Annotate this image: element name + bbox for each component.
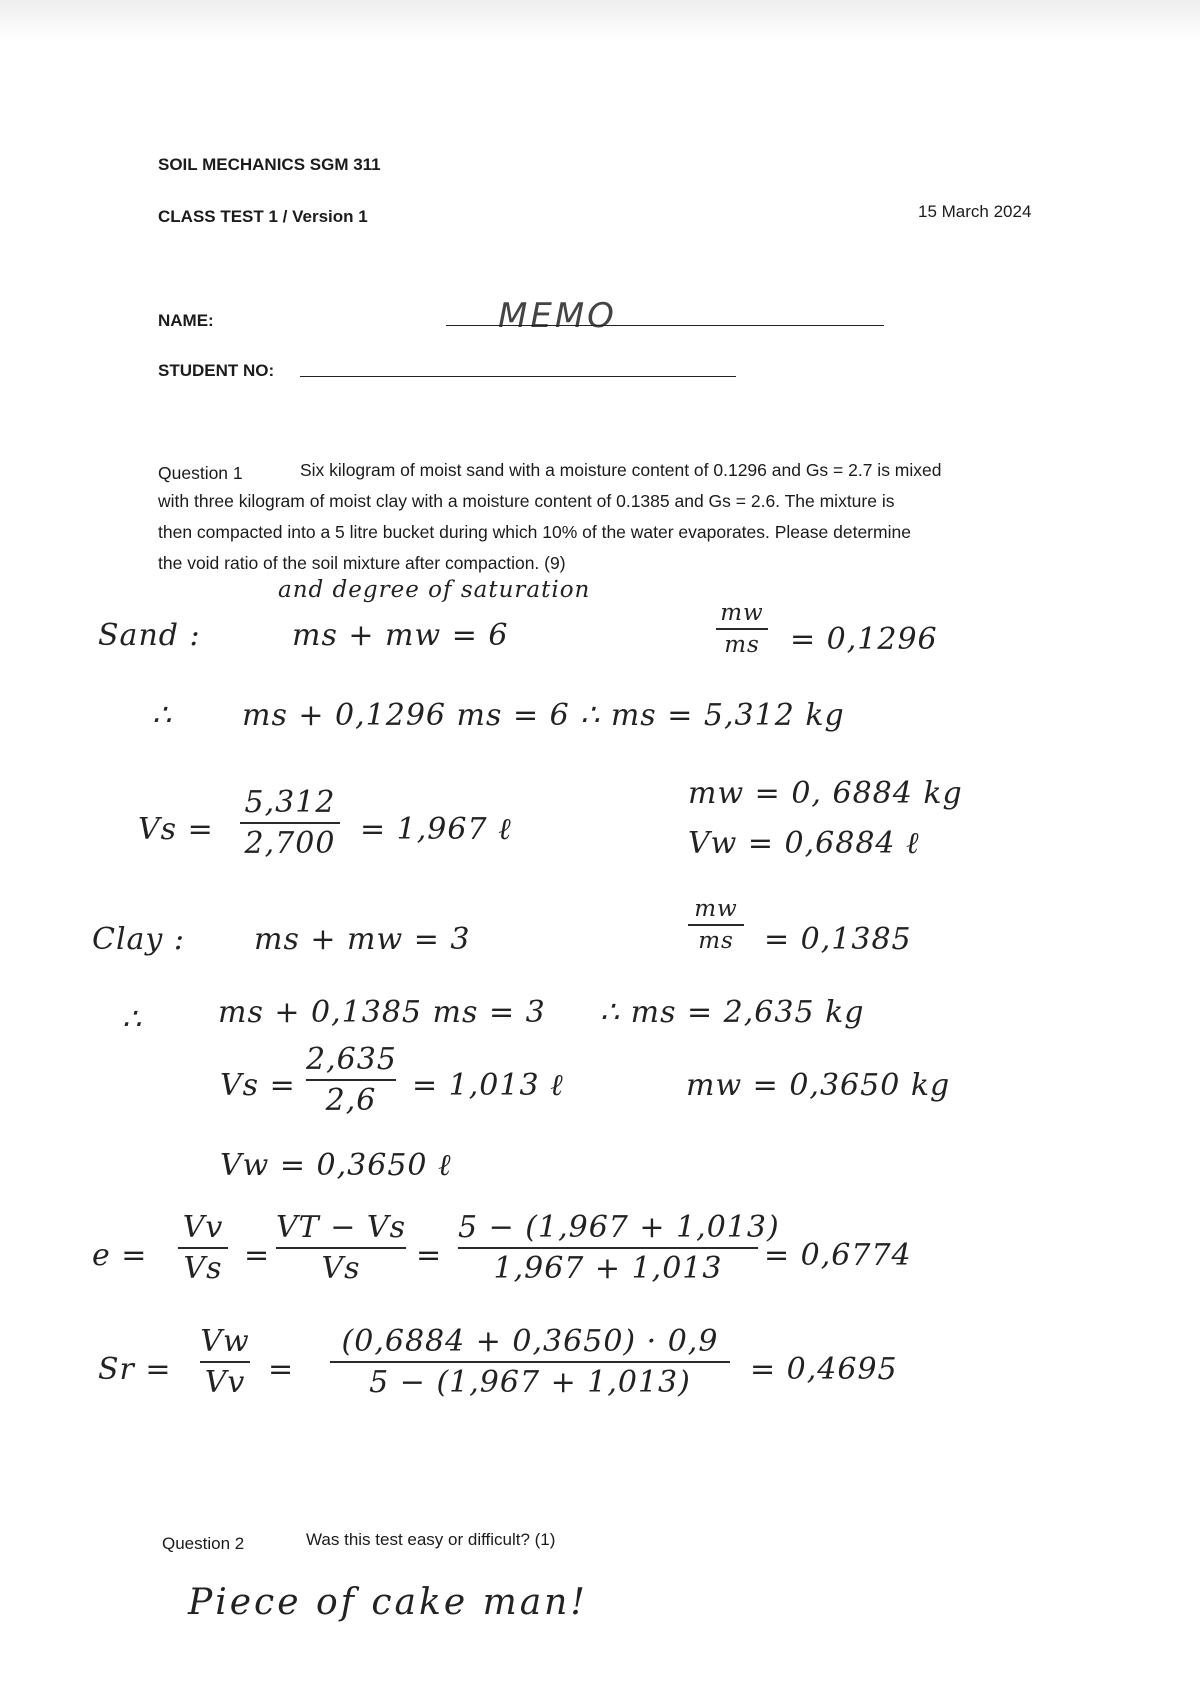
void-ratio-equals: = xyxy=(244,1238,271,1273)
void-ratio-fraction-2 xyxy=(276,1210,406,1286)
void-ratio-f3-denominator: 1,967 + 1,013 xyxy=(493,1251,723,1286)
clay-ratio-numerator: mw xyxy=(694,896,738,922)
therefore-symbol: ∴ xyxy=(152,698,173,733)
saturation-f2-denominator: 5 − (1,967 + 1,013) xyxy=(369,1365,691,1400)
saturation-f2-numerator: (0,6884 + 0,3650) · 0,9 xyxy=(341,1324,719,1359)
sand-vs-result: = 1,967 ℓ xyxy=(360,812,512,847)
clay-vs-fraction xyxy=(306,1042,396,1118)
fraction-bar xyxy=(458,1247,758,1249)
question2-text: Was this test easy or difficult? (1) xyxy=(306,1530,556,1549)
fraction-bar xyxy=(276,1247,406,1249)
fraction-bar xyxy=(200,1361,250,1363)
scan-shading xyxy=(0,0,1200,40)
clay-ratio-fraction xyxy=(688,896,744,954)
void-ratio-f1-numerator: Vv xyxy=(182,1210,224,1245)
test-date: 15 March 2024 xyxy=(918,202,1032,221)
fraction-bar xyxy=(330,1361,730,1363)
clay-ratio-denominator: ms xyxy=(698,928,734,954)
void-ratio-f3-numerator: 5 − (1,967 + 1,013) xyxy=(458,1210,780,1245)
sand-ratio-value: = 0,1296 xyxy=(790,622,938,657)
test-title: CLASS TEST 1 / Version 1 xyxy=(158,207,368,226)
clay-mw: mw = 0,3650 kg xyxy=(686,1068,951,1103)
void-ratio-fraction-1 xyxy=(178,1210,228,1286)
name-label: NAME: xyxy=(158,311,214,330)
clay-equation-1: ms + mw = 3 xyxy=(254,922,471,957)
sand-ratio-numerator: mw xyxy=(720,600,764,626)
sand-mw: mw = 0, 6884 kg xyxy=(688,776,963,811)
student-no-underline xyxy=(300,376,736,377)
question1-line: Six kilogram of moist sand with a moisture content of 0.1296 and Gs = 2.7 is mixed xyxy=(300,460,942,480)
saturation-result: = 0,4695 xyxy=(750,1352,898,1387)
question1-line: the void ratio of the soil mixture after compaction. (9) xyxy=(158,553,566,573)
fraction-bar xyxy=(716,628,768,630)
sand-vs-label: Vs = xyxy=(138,812,214,847)
sand-label: Sand : xyxy=(98,618,201,653)
void-ratio-f2-numerator: VT − Vs xyxy=(276,1210,406,1245)
question1-line: then compacted into a 5 litre bucket during which 10% of the water evaporates. Please determine xyxy=(158,522,911,542)
clay-equation-2b: ∴ ms = 2,635 kg xyxy=(600,995,865,1030)
saturation-fraction-2 xyxy=(330,1324,730,1400)
void-ratio-equals-2: = xyxy=(416,1238,443,1273)
course-title: SOIL MECHANICS SGM 311 xyxy=(158,155,381,174)
sand-vs-fraction xyxy=(240,785,340,861)
question2-answer: Piece of cake man! xyxy=(188,1582,588,1623)
clay-ratio-value: = 0,1385 xyxy=(764,922,912,957)
sand-ratio-denominator: ms xyxy=(724,632,760,658)
sand-equation-1: ms + mw = 6 xyxy=(292,618,509,653)
saturation-lhs: Sr = xyxy=(98,1352,172,1387)
clay-vs-denominator: 2,6 xyxy=(325,1083,377,1118)
student-no-label: STUDENT NO: xyxy=(158,361,275,380)
clay-equation-2: ms + 0,1385 ms = 3 xyxy=(218,995,546,1030)
clay-therefore-symbol: ∴ xyxy=(122,1002,143,1037)
saturation-equals: = xyxy=(268,1352,295,1387)
clay-vw: Vw = 0,3650 ℓ xyxy=(220,1148,452,1183)
void-ratio-lhs: e = xyxy=(92,1238,148,1273)
fraction-bar xyxy=(240,822,340,824)
sand-vw: Vw = 0,6884 ℓ xyxy=(688,826,920,861)
clay-vs-result: = 1,013 ℓ xyxy=(412,1068,564,1103)
fraction-bar xyxy=(688,924,744,926)
question1-label: Question 1 xyxy=(158,463,243,483)
saturation-f1-denominator: Vv xyxy=(204,1365,246,1400)
sand-vs-denominator: 2,700 xyxy=(244,826,336,861)
void-ratio-fraction-3 xyxy=(458,1210,780,1286)
fraction-bar xyxy=(178,1247,228,1249)
question1-text xyxy=(158,455,1058,579)
void-ratio-result: = 0,6774 xyxy=(764,1238,912,1273)
sand-vs-numerator: 5,312 xyxy=(244,785,336,820)
clay-label: Clay : xyxy=(92,922,186,957)
clay-vs-numerator: 2,635 xyxy=(306,1042,397,1077)
fraction-bar xyxy=(306,1079,396,1081)
void-ratio-f2-denominator: Vs xyxy=(321,1251,361,1286)
question2-label: Question 2 xyxy=(162,1534,245,1553)
sand-ratio-fraction xyxy=(716,600,768,658)
saturation-f1-numerator: Vw xyxy=(200,1324,250,1359)
name-underline xyxy=(446,325,884,326)
clay-vs-label: Vs = xyxy=(220,1068,296,1103)
name-value: MEMO xyxy=(498,296,617,336)
handwritten-addition: and degree of saturation xyxy=(278,577,591,603)
sand-equation-2: ms + 0,1296 ms = 6 ∴ ms = 5,312 kg xyxy=(242,698,845,733)
question1-line: with three kilogram of moist clay with a moisture content of 0.1385 and Gs = 2.6. The mixture is xyxy=(158,491,895,511)
saturation-fraction-1 xyxy=(200,1324,250,1400)
void-ratio-f1-denominator: Vs xyxy=(183,1251,223,1286)
